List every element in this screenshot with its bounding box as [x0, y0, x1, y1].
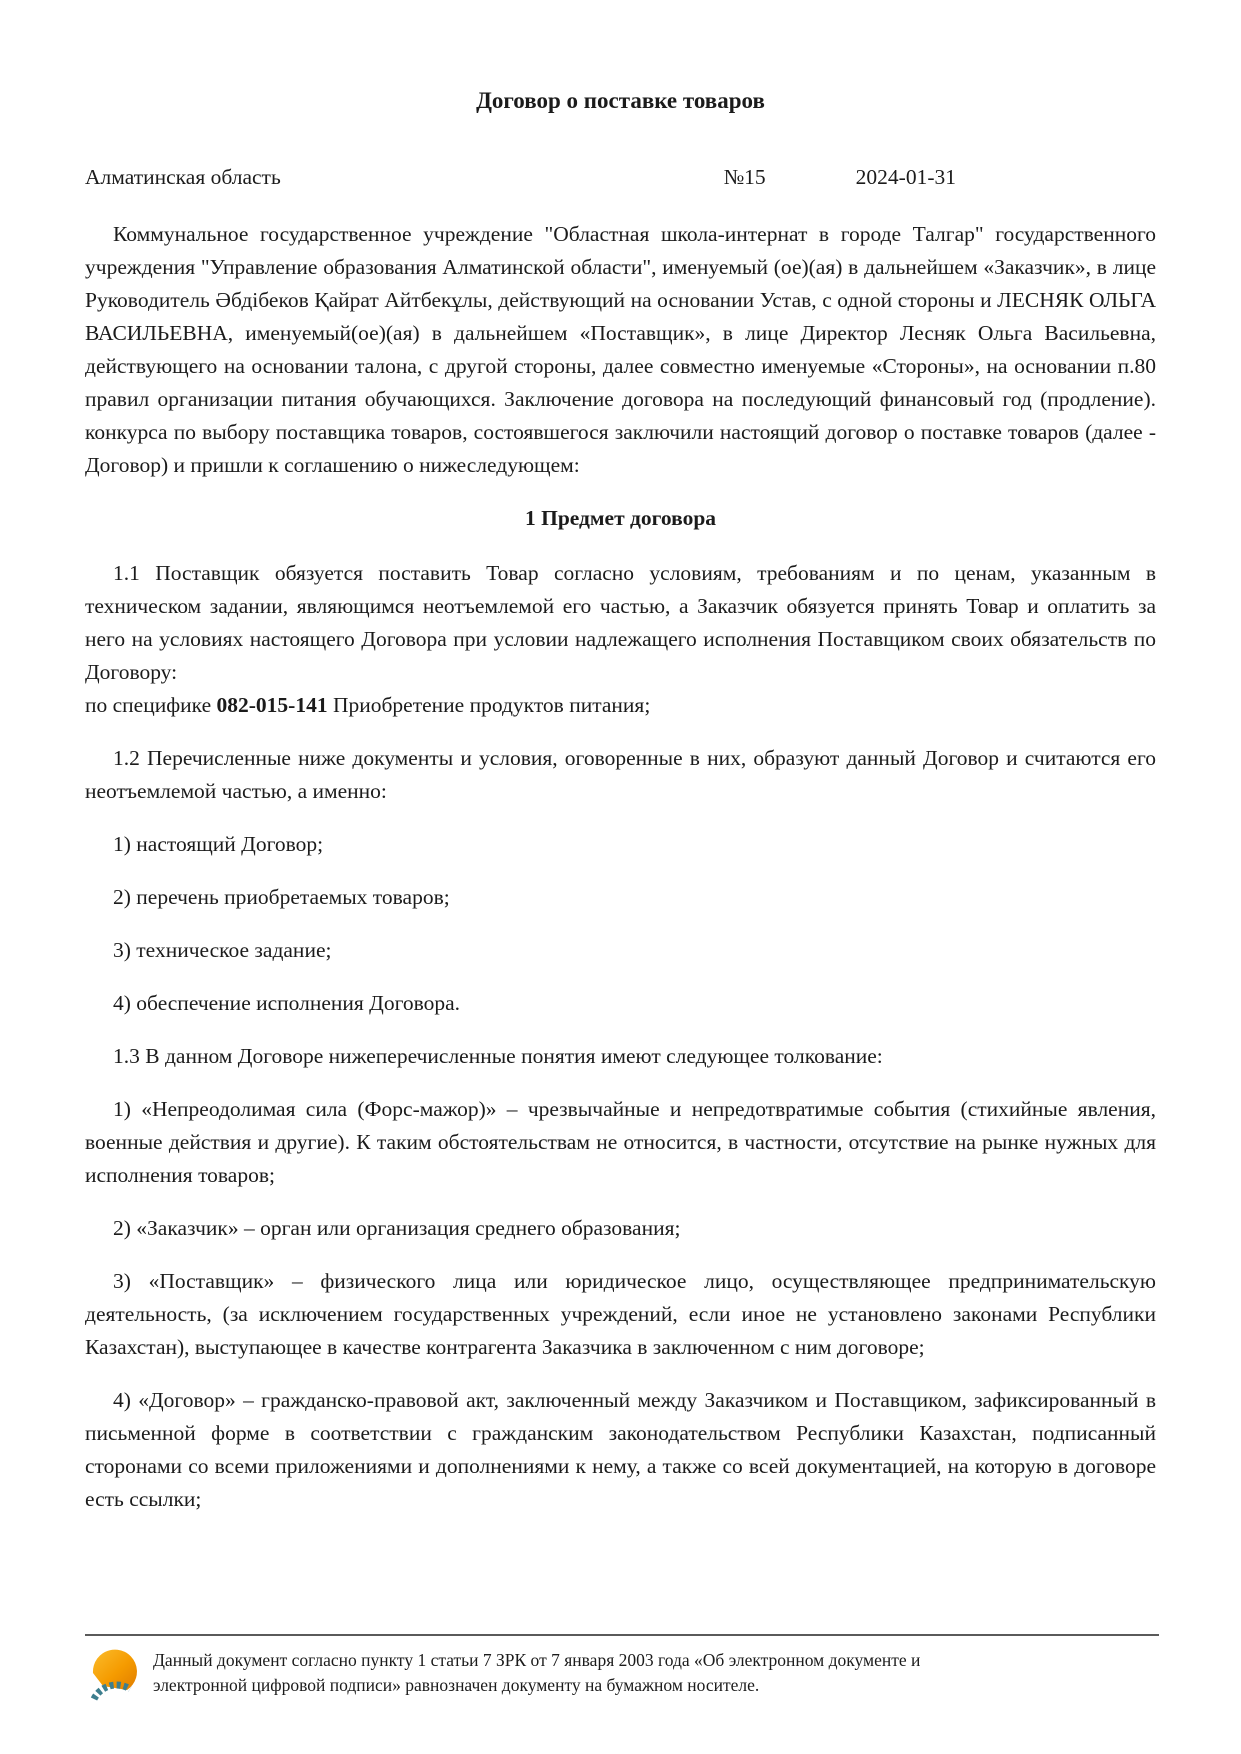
list-item: 1) настоящий Договор;: [113, 832, 324, 856]
document-date: 2024-01-31: [855, 165, 956, 189]
e-signature-footer: [85, 1634, 1159, 1704]
e-signature-note: Данный документ согласно пункту 1 статьи 7 ЗРК от 7 января 2003 года «Об электронном документе и электронной цифровой подписи» равнозначен документу на бумажном носителе.: [153, 1650, 921, 1695]
definition-item: 4) «Договор» – гражданско-правовой акт, заключенный между Заказчиком и Поставщиком, зафиксированный в письменной форме в соответствии с гражданским законодательством Республики Казахстан, подписанный сторонами со всеми приложениями и дополнениями к нему, а также со всей документацией, на которую в договоре есть ссылки;: [85, 1388, 1156, 1511]
document-number: №15: [723, 165, 766, 189]
clause-1-3: 1.3 В данном Договоре нижеперечисленные понятия имеют следующее толкование:: [113, 1044, 883, 1068]
clause-1-1: 1.1 Поставщик обязуется поставить Товар согласно условиям, требованиям и по ценам, указанным в техническом задании, являющимся неотъемлемой его частью, а Заказчик обязуется принять Товар и оплатить за него на условиях настоящего Договора при условии надлежащего исполнения Поставщиком своих обязательств по Договору:: [85, 561, 1156, 684]
clause-1-1-specification: [85, 689, 1156, 722]
section-1-heading: 1 Предмет договора: [524, 506, 717, 530]
definition-item: 1) «Непреодолимая сила (Форс-мажор)» – чрезвычайные и непредотвратимые события (стихийные явления, военные действия и другие). К таким обстоятельствам не относится, в частности, отсутствие на рынке нужных для исполнения товаров;: [85, 1097, 1156, 1187]
definition-item: 3) «Поставщик» – физического лица или юридическое лицо, осуществляющее предпринимательскую деятельность, (за исключением государственных учреждений, если иное не установлено законами Республики Казахстан), выступающее в качестве контрагента Заказчика в заключенном с ним договоре;: [85, 1269, 1156, 1359]
spec-suffix: Приобретение продуктов питания;: [327, 693, 651, 717]
definition-item: 2) «Заказчик» – орган или организация среднего образования;: [113, 1216, 681, 1240]
clause-1-2: 1.2 Перечисленные ниже документы и условия, оговоренные в них, образуют данный Договор и считаются его неотъемлемой частью, а именно:: [85, 746, 1156, 803]
intro-paragraph: Коммунальное государственное учреждение "Областная школа-интернат в городе Талгар" государственного учреждения "Управление образования Алматинской области", именуемый (ое)(ая) в дальнейшем «Заказчик», в лице Руководитель Әбдібеков Қайрат Айтбекұлы, действующий на основании Устав, с одной стороны и ЛЕСНЯК ОЛЬГА ВАСИЛЬЕВНА, именуемый(ое)(ая) в дальнейшем «Поставщик», в лице Директор Лесняк Ольга Васильевна, действующего на основании талона, с другой стороны, далее совместно именуемые «Стороны», на основании п.80 правил организации питания обучающихся. Заключение договора на последующий финансовый год (продление). конкурса по выбору поставщика товаров, состоявшегося заключили настоящий договор о поставке товаров (далее - Договор) и пришли к соглашению о нижеследующем:: [85, 222, 1156, 477]
spec-prefix: по специфике: [85, 693, 217, 717]
document-body: [85, 218, 1156, 1516]
document-region: Алматинская область: [85, 165, 281, 189]
list-item: 3) техническое задание;: [113, 938, 332, 962]
list-item: 2) перечень приобретаемых товаров;: [113, 885, 450, 909]
e-signature-stamp-icon: [85, 1646, 143, 1704]
document-title: Договор о поставке товаров: [476, 88, 765, 113]
list-item: 4) обеспечение исполнения Договора.: [113, 991, 461, 1015]
document-header-row: [85, 164, 1156, 190]
spec-code: 082-015-141: [216, 693, 328, 717]
